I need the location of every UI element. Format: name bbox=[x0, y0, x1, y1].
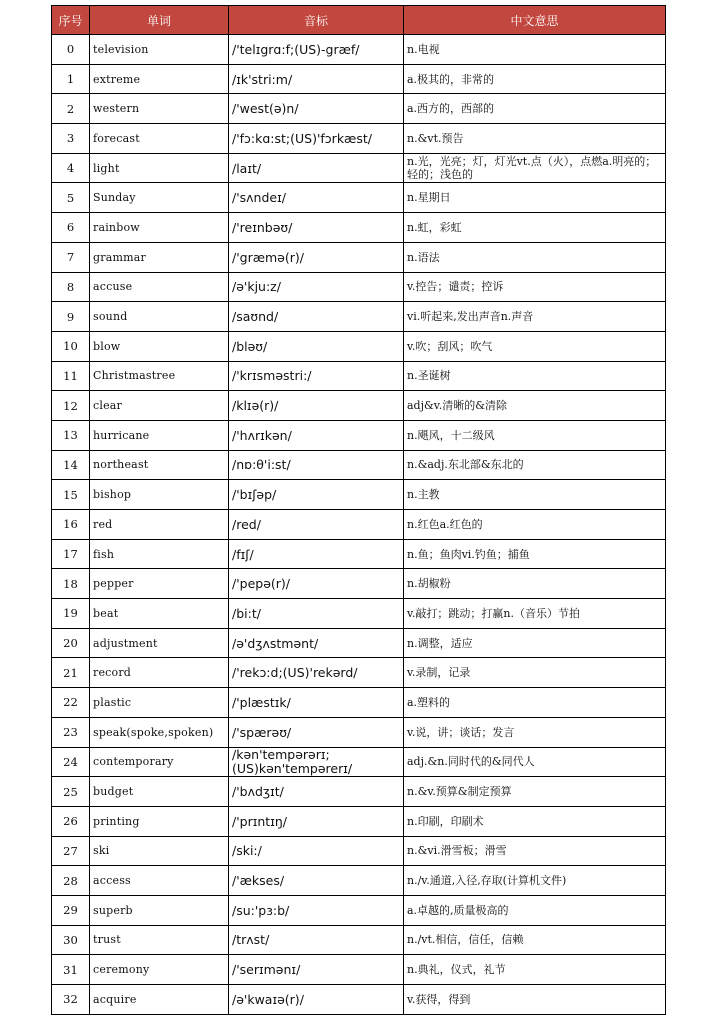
row-meaning: a.极其的，非常的 bbox=[404, 64, 666, 94]
table-row bbox=[52, 183, 666, 213]
row-phonetic: /su:'pɜ:b/ bbox=[229, 895, 404, 925]
table-row bbox=[52, 391, 666, 421]
table-row bbox=[52, 420, 666, 450]
row-meaning: v.录制，记录 bbox=[404, 658, 666, 688]
row-phonetic: /ski:/ bbox=[229, 836, 404, 866]
table-row bbox=[52, 331, 666, 361]
table-row bbox=[52, 628, 666, 658]
table-row bbox=[52, 361, 666, 391]
row-phonetic: /klɪə(r)/ bbox=[229, 391, 404, 421]
row-index: 0 bbox=[52, 35, 90, 65]
row-phonetic: /'serɪmənɪ/ bbox=[229, 955, 404, 985]
row-phonetic: /ə'kwaɪə(r)/ bbox=[229, 985, 404, 1015]
row-index: 28 bbox=[52, 866, 90, 896]
table-row bbox=[52, 866, 666, 896]
row-index: 2 bbox=[52, 94, 90, 124]
row-word: superb bbox=[90, 895, 229, 925]
row-word: blow bbox=[90, 331, 229, 361]
row-meaning: n.&vi.滑雪板；滑雪 bbox=[404, 836, 666, 866]
row-index: 22 bbox=[52, 688, 90, 718]
row-word: acquire bbox=[90, 985, 229, 1015]
row-meaning: n.印刷，印刷术 bbox=[404, 806, 666, 836]
row-word: ceremony bbox=[90, 955, 229, 985]
row-index: 6 bbox=[52, 213, 90, 243]
row-word: plastic bbox=[90, 688, 229, 718]
row-word: contemporary bbox=[90, 747, 229, 777]
header-row bbox=[52, 6, 666, 35]
table-row bbox=[52, 985, 666, 1015]
row-word: trust bbox=[90, 925, 229, 955]
table-header bbox=[52, 6, 666, 35]
row-index: 23 bbox=[52, 717, 90, 747]
row-meaning: n.&vt.预告 bbox=[404, 124, 666, 154]
table-row bbox=[52, 925, 666, 955]
row-meaning: n.典礼，仪式，礼节 bbox=[404, 955, 666, 985]
row-phonetic: /'græmə(r)/ bbox=[229, 242, 404, 272]
row-word: red bbox=[90, 510, 229, 540]
row-phonetic: /red/ bbox=[229, 510, 404, 540]
header-word: 单词 bbox=[90, 6, 229, 35]
row-word: light bbox=[90, 153, 229, 183]
row-index: 16 bbox=[52, 510, 90, 540]
table-row bbox=[52, 658, 666, 688]
row-meaning: n.飓风，十二级风 bbox=[404, 420, 666, 450]
row-meaning: n./vt.相信，信任，信赖 bbox=[404, 925, 666, 955]
row-index: 9 bbox=[52, 302, 90, 332]
row-index: 31 bbox=[52, 955, 90, 985]
row-index: 26 bbox=[52, 806, 90, 836]
row-phonetic: /'reɪnbəʊ/ bbox=[229, 213, 404, 243]
row-meaning: n.光，光亮；灯，灯光vt.点（火），点燃a.明亮的；轻的；浅色的 bbox=[404, 153, 666, 183]
row-phonetic: /bi:t/ bbox=[229, 599, 404, 629]
row-meaning: adj&v.清晰的&清除 bbox=[404, 391, 666, 421]
row-index: 29 bbox=[52, 895, 90, 925]
row-phonetic: /'fɔ:kɑ:st;(US)'fɔrkæst/ bbox=[229, 124, 404, 154]
row-index: 14 bbox=[52, 450, 90, 480]
row-word: bishop bbox=[90, 480, 229, 510]
row-index: 5 bbox=[52, 183, 90, 213]
table-row bbox=[52, 569, 666, 599]
row-phonetic: /trʌst/ bbox=[229, 925, 404, 955]
row-meaning: n.&v.预算&制定预算 bbox=[404, 777, 666, 807]
row-word: sound bbox=[90, 302, 229, 332]
row-index: 10 bbox=[52, 331, 90, 361]
row-meaning: a.西方的，西部的 bbox=[404, 94, 666, 124]
table-row bbox=[52, 777, 666, 807]
row-phonetic: /fɪʃ/ bbox=[229, 539, 404, 569]
row-index: 4 bbox=[52, 153, 90, 183]
row-phonetic: /'ækses/ bbox=[229, 866, 404, 896]
row-word: western bbox=[90, 94, 229, 124]
table-row bbox=[52, 94, 666, 124]
table-row bbox=[52, 450, 666, 480]
table-row bbox=[52, 272, 666, 302]
row-meaning: v.获得，得到 bbox=[404, 985, 666, 1015]
row-meaning: n.红色a.红色的 bbox=[404, 510, 666, 540]
row-phonetic: /ə'dʒʌstmənt/ bbox=[229, 628, 404, 658]
table-row bbox=[52, 64, 666, 94]
row-phonetic: /nɒ:θ'i:st/ bbox=[229, 450, 404, 480]
row-phonetic: /'krɪsməstri:/ bbox=[229, 361, 404, 391]
table-row bbox=[52, 806, 666, 836]
row-meaning: n.主教 bbox=[404, 480, 666, 510]
row-meaning: adj.&n.同时代的&同代人 bbox=[404, 747, 666, 777]
row-phonetic: /'pepə(r)/ bbox=[229, 569, 404, 599]
row-index: 8 bbox=[52, 272, 90, 302]
row-meaning: n.电视 bbox=[404, 35, 666, 65]
row-phonetic: /'sʌndeɪ/ bbox=[229, 183, 404, 213]
table-row bbox=[52, 717, 666, 747]
row-word: forecast bbox=[90, 124, 229, 154]
row-index: 25 bbox=[52, 777, 90, 807]
row-meaning: n.调整，适应 bbox=[404, 628, 666, 658]
row-index: 32 bbox=[52, 985, 90, 1015]
table-row bbox=[52, 213, 666, 243]
row-word: television bbox=[90, 35, 229, 65]
row-word: adjustment bbox=[90, 628, 229, 658]
table-row bbox=[52, 836, 666, 866]
table-row bbox=[52, 747, 666, 777]
row-meaning: a.卓越的,质量极高的 bbox=[404, 895, 666, 925]
header-phonetic: 音标 bbox=[229, 6, 404, 35]
row-word: record bbox=[90, 658, 229, 688]
row-index: 7 bbox=[52, 242, 90, 272]
row-meaning: v.敲打；跳动；打赢n.（音乐）节拍 bbox=[404, 599, 666, 629]
row-meaning: vi.听起来,发出声音n.声音 bbox=[404, 302, 666, 332]
row-index: 18 bbox=[52, 569, 90, 599]
row-phonetic: /ɪk'stri:m/ bbox=[229, 64, 404, 94]
row-meaning: n.&adj.东北部&东北的 bbox=[404, 450, 666, 480]
row-index: 21 bbox=[52, 658, 90, 688]
table-row bbox=[52, 124, 666, 154]
row-meaning: v.控告；谴责；控诉 bbox=[404, 272, 666, 302]
row-word: printing bbox=[90, 806, 229, 836]
table-row bbox=[52, 510, 666, 540]
row-meaning: n.星期日 bbox=[404, 183, 666, 213]
row-meaning: n.语法 bbox=[404, 242, 666, 272]
row-meaning: n.圣诞树 bbox=[404, 361, 666, 391]
row-meaning: n.鱼；鱼肉vi.钓鱼；捕鱼 bbox=[404, 539, 666, 569]
row-phonetic: /'prɪntɪŋ/ bbox=[229, 806, 404, 836]
table-row bbox=[52, 599, 666, 629]
row-phonetic: /'west(ə)n/ bbox=[229, 94, 404, 124]
row-word: extreme bbox=[90, 64, 229, 94]
row-meaning: n.胡椒粉 bbox=[404, 569, 666, 599]
row-meaning: v.吹；刮风；吹气 bbox=[404, 331, 666, 361]
table-row bbox=[52, 35, 666, 65]
row-word: budget bbox=[90, 777, 229, 807]
table-row bbox=[52, 242, 666, 272]
row-phonetic: /kən'tempərərɪ;(US)kən'tempərerɪ/ bbox=[229, 747, 404, 777]
table-body bbox=[52, 35, 666, 1015]
row-word: speak(spoke,spoken) bbox=[90, 717, 229, 747]
row-phonetic: /saʊnd/ bbox=[229, 302, 404, 332]
table-row bbox=[52, 302, 666, 332]
row-phonetic: /'spærəʊ/ bbox=[229, 717, 404, 747]
row-index: 20 bbox=[52, 628, 90, 658]
row-index: 17 bbox=[52, 539, 90, 569]
row-word: fish bbox=[90, 539, 229, 569]
row-phonetic: /'hʌrɪkən/ bbox=[229, 420, 404, 450]
row-phonetic: /'telɪgrɑ:f;(US)-græf/ bbox=[229, 35, 404, 65]
table-row bbox=[52, 895, 666, 925]
row-word: clear bbox=[90, 391, 229, 421]
row-phonetic: /'plæstɪk/ bbox=[229, 688, 404, 718]
row-word: northeast bbox=[90, 450, 229, 480]
header-index: 序号 bbox=[52, 6, 90, 35]
row-index: 1 bbox=[52, 64, 90, 94]
row-word: access bbox=[90, 866, 229, 896]
header-meaning: 中文意思 bbox=[404, 6, 666, 35]
row-index: 27 bbox=[52, 836, 90, 866]
row-index: 3 bbox=[52, 124, 90, 154]
row-meaning: n./v.通道,入径,存取(计算机文件) bbox=[404, 866, 666, 896]
table-row bbox=[52, 688, 666, 718]
row-index: 13 bbox=[52, 420, 90, 450]
row-word: grammar bbox=[90, 242, 229, 272]
row-phonetic: /'bɪʃəp/ bbox=[229, 480, 404, 510]
row-index: 24 bbox=[52, 747, 90, 777]
row-meaning: n.虹，彩虹 bbox=[404, 213, 666, 243]
row-phonetic: /laɪt/ bbox=[229, 153, 404, 183]
row-phonetic: /bləʊ/ bbox=[229, 331, 404, 361]
row-index: 12 bbox=[52, 391, 90, 421]
row-index: 11 bbox=[52, 361, 90, 391]
row-word: Sunday bbox=[90, 183, 229, 213]
row-index: 15 bbox=[52, 480, 90, 510]
row-word: hurricane bbox=[90, 420, 229, 450]
row-phonetic: /'rekɔ:d;(US)'rekərd/ bbox=[229, 658, 404, 688]
table-row bbox=[52, 539, 666, 569]
table-row bbox=[52, 153, 666, 183]
row-index: 19 bbox=[52, 599, 90, 629]
row-phonetic: /ə'kju:z/ bbox=[229, 272, 404, 302]
row-word: beat bbox=[90, 599, 229, 629]
row-word: accuse bbox=[90, 272, 229, 302]
row-word: rainbow bbox=[90, 213, 229, 243]
table-row bbox=[52, 480, 666, 510]
row-word: ski bbox=[90, 836, 229, 866]
row-phonetic: /'bʌdʒɪt/ bbox=[229, 777, 404, 807]
table-row bbox=[52, 955, 666, 985]
row-meaning: a.塑料的 bbox=[404, 688, 666, 718]
row-index: 30 bbox=[52, 925, 90, 955]
row-meaning: v.说，讲；谈话；发言 bbox=[404, 717, 666, 747]
vocabulary-table bbox=[51, 5, 666, 1015]
row-word: pepper bbox=[90, 569, 229, 599]
row-word: Christmastree bbox=[90, 361, 229, 391]
